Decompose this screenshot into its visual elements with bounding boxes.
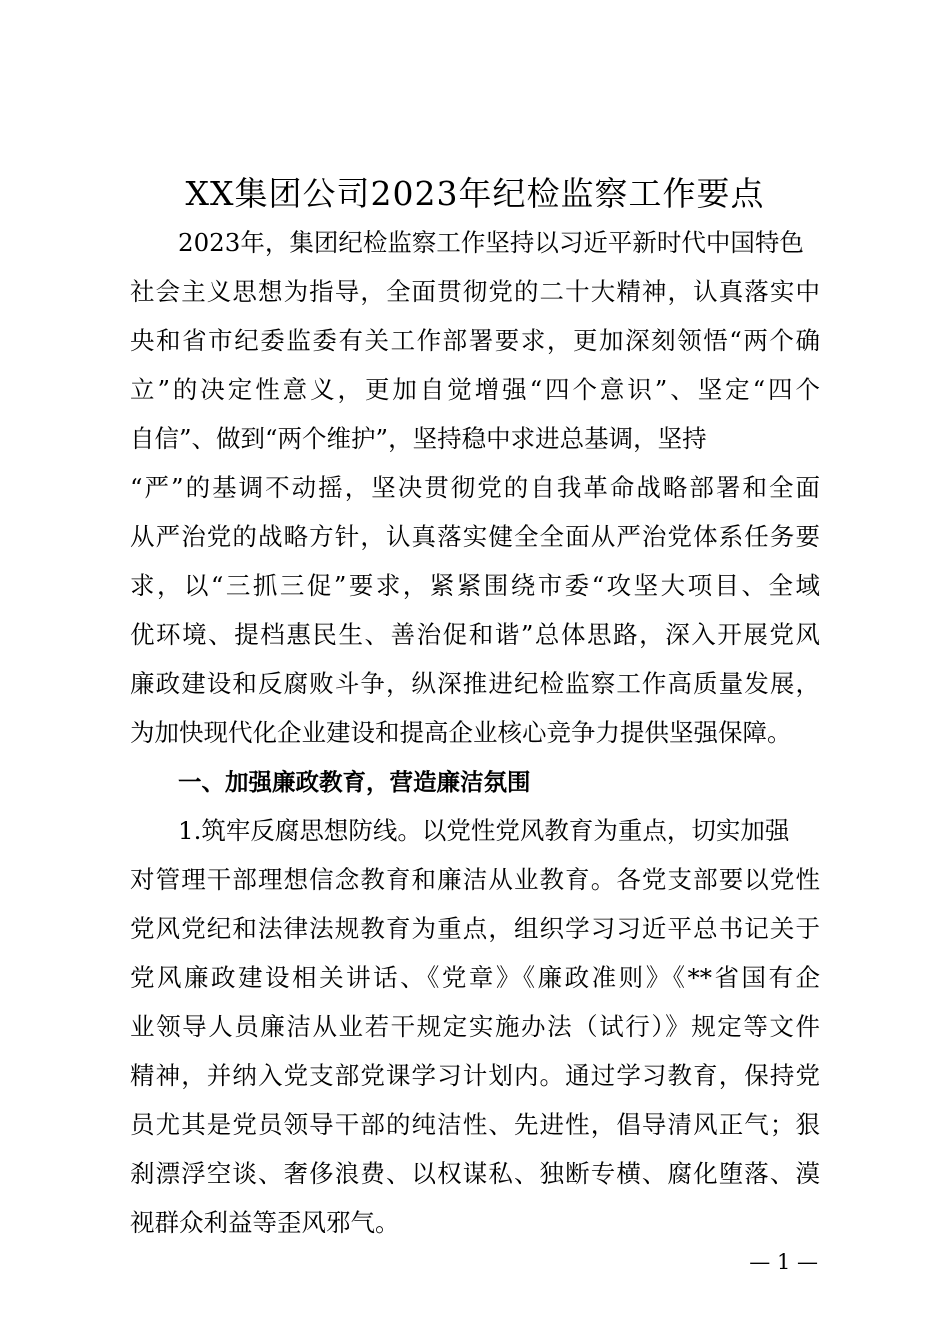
body-line: 业领导人员廉洁从业若干规定实施办法（试行）》规定等文件 (130, 1012, 820, 1041)
page-number: — 1 — (749, 1250, 818, 1274)
body-line: 廉政建设和反腐败斗争，纵深推进纪检监察工作高质量发展， (130, 669, 820, 698)
body-line: 视群众利益等歪风邪气。 (130, 1208, 400, 1237)
body-line: 求，以“三抓三促”要求，紧紧围绕市委“攻坚大项目、全域 (130, 571, 820, 600)
body-line: 为加快现代化企业建设和提高企业核心竞争力提供坚强保障。 (130, 718, 792, 747)
body-line: 2023年，集团纪检监察工作坚持以习近平新时代中国特色 (178, 228, 804, 257)
body-line: 1.筑牢反腐思想防线。以党性党风教育为重点，切实加强 (178, 816, 790, 845)
body-line: 从严治党的战略方针，认真落实健全全面从严治党体系任务要 (130, 522, 820, 551)
body-line: 优环境、提档惠民生、善治促和谐”总体思路，深入开展党风 (130, 620, 820, 649)
body-line: 党风廉政建设相关讲话、《党章》《廉政准则》《**省国有企 (130, 963, 820, 992)
body-line: 央和省市纪委监委有关工作部署要求，更加深刻领悟“两个确 (130, 326, 820, 355)
body-line: 刹漂浮空谈、奢侈浪费、以权谋私、独断专横、腐化堕落、漠 (130, 1159, 820, 1188)
document-title: XX集团公司2023年纪检监察工作要点 (185, 174, 765, 213)
body-line: 精神，并纳入党支部党课学习计划内。通过学习教育，保持党 (130, 1061, 820, 1090)
body-line: 对管理干部理想信念教育和廉洁从业教育。各党支部要以党性 (130, 865, 820, 894)
body-line: 社会主义思想为指导，全面贯彻党的二十大精神，认真落实中 (130, 277, 820, 306)
section-heading: 一、加强廉政教育，营造廉洁氛围 (178, 768, 531, 796)
body-line: 自信”、做到“两个维护”，坚持稳中求进总基调，坚持 (130, 424, 707, 453)
body-line: 员尤其是党员领导干部的纯洁性、先进性，倡导清风正气；狠 (130, 1110, 820, 1139)
body-line: “严”的基调不动摇，坚决贯彻党的自我革命战略部署和全面 (130, 473, 820, 502)
body-line: 党风党纪和法律法规教育为重点，组织学习习近平总书记关于 (130, 914, 820, 943)
body-line: 立”的决定性意义，更加自觉增强“四个意识”、坚定“四个 (130, 375, 820, 404)
